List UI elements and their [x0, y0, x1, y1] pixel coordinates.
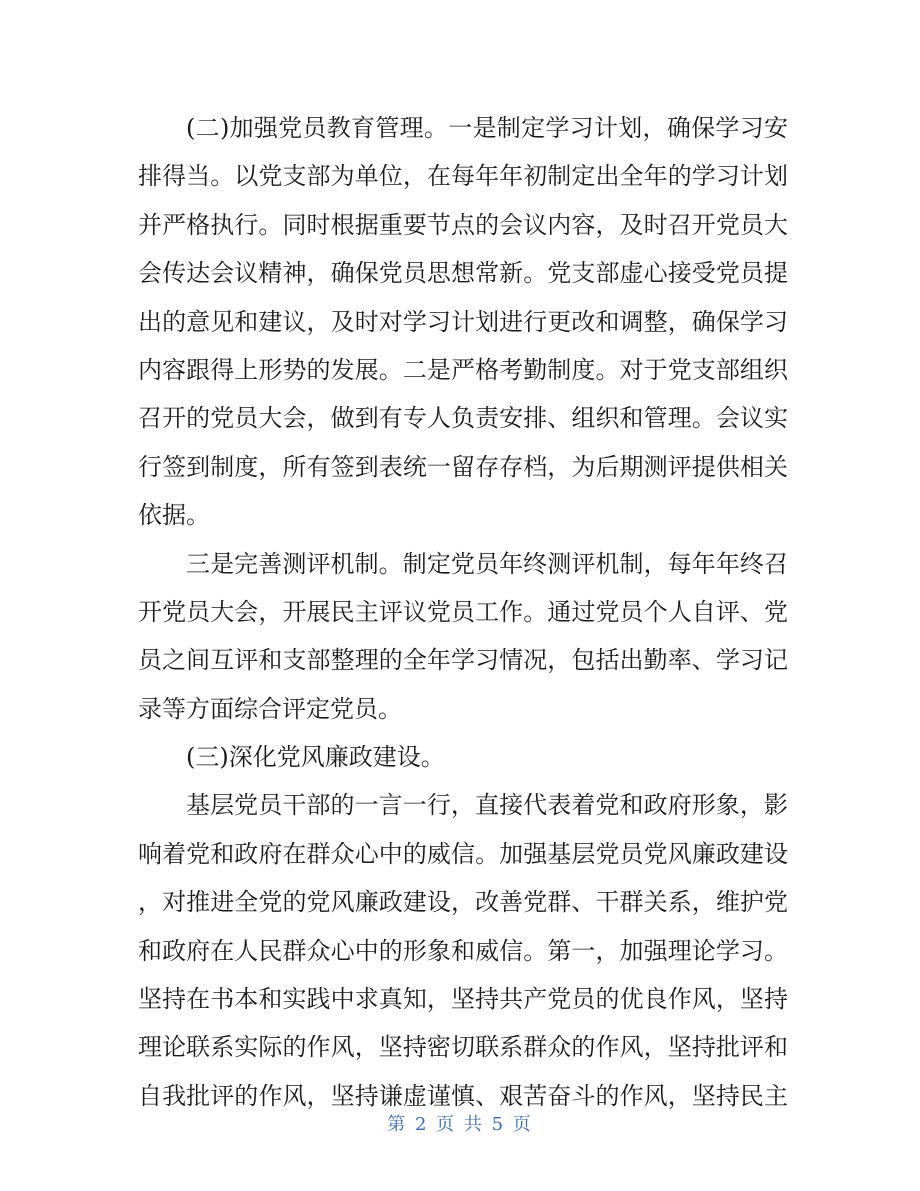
text-line: 内容跟得上形势的发展。二是严格考勤制度。对于党支部组织 — [138, 355, 788, 384]
text-line: 并严格执行。同时根据重要节点的会议内容，及时召开党员大 — [138, 210, 788, 239]
text-line: 响着党和政府在群众心中的威信。加强基层党员党风廉政建设 — [138, 839, 788, 868]
text-line: 开党员大会，开展民主评议党员工作。通过党员个人自评、党 — [138, 597, 788, 626]
text-line: 自我批评的作风，坚持谦虚谨慎、艰苦奋斗的作风，坚持民主 — [138, 1081, 788, 1110]
document-body — [138, 104, 788, 1120]
text-line: 召开的党员大会，做到有专人负责安排、组织和管理。会议实 — [138, 404, 788, 433]
text-line: 依据。 — [138, 501, 210, 530]
text-line: 会传达会议精神，确保党员思想常新。党支部虚心接受党员提 — [138, 259, 788, 288]
text-line: (三)深化党风廉政建设。 — [186, 743, 445, 772]
text-line: 行签到制度，所有签到表统一留存存档，为后期测评提供相关 — [138, 452, 788, 481]
text-line: (二)加强党员教育管理。一是制定学习计划，确保学习安 — [186, 114, 788, 142]
text-line: ，对推进全党的党风廉政建设，改善党群、干群关系，维护党 — [138, 888, 788, 917]
text-line: 理论联系实际的作风，坚持密切联系群众的作风，坚持批评和 — [138, 1033, 788, 1062]
text-line: 三是完善测评机制。制定党员年终测评机制，每年年终召 — [186, 549, 788, 578]
text-line: 排得当。以党支部为单位，在每年年初制定出全年的学习计划 — [138, 162, 788, 191]
page-footer: 第 2 页 共 5 页 — [387, 1114, 533, 1135]
text-line: 录等方面综合评定党员。 — [138, 694, 402, 723]
text-line: 基层党员干部的一言一行，直接代表着党和政府形象，影 — [186, 791, 788, 820]
text-line: 员之间互评和支部整理的全年学习情况，包括出勤率、学习记 — [138, 646, 788, 675]
text-line: 出的意见和建议，及时对学习计划进行更改和调整，确保学习 — [138, 307, 788, 336]
text-line: 坚持在书本和实践中求真知，坚持共产党员的优良作风，坚持 — [138, 985, 788, 1014]
text-line: 和政府在人民群众心中的形象和威信。第一，加强理论学习。 — [138, 936, 788, 965]
